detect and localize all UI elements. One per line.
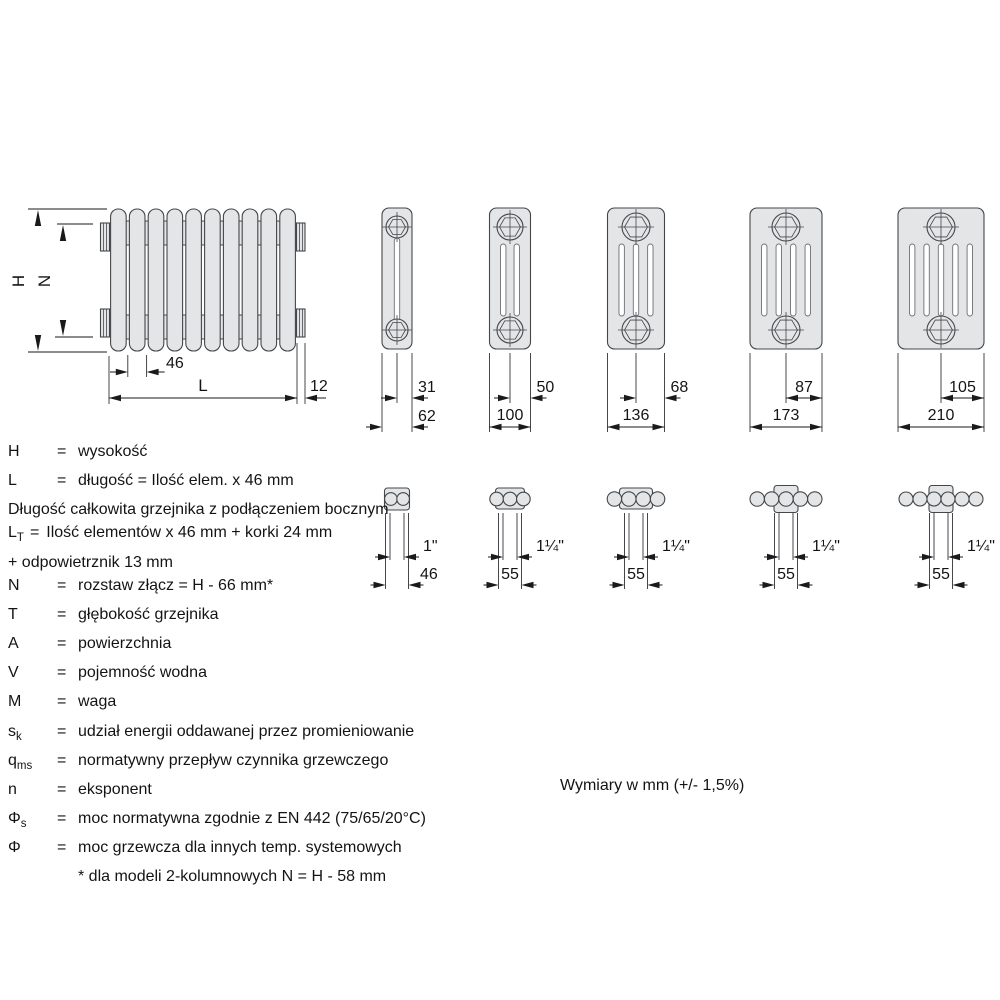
depth-full-dim: 62 <box>418 408 436 425</box>
connection-size-dim: 1¼" <box>812 538 840 555</box>
depth-full-dim: 100 <box>496 407 524 424</box>
legend-description: * dla modeli 2-kolumnowych N = H - 58 mm <box>78 868 387 886</box>
radiator-tube <box>167 209 183 351</box>
cross-section-4-column <box>608 208 689 432</box>
column-circle <box>636 492 650 506</box>
legend-description: Ilość elementów x 46 mm + korki 24 mm <box>46 524 333 542</box>
air-slot <box>791 244 796 316</box>
legend-symbol: L <box>8 472 17 490</box>
legend-equals: = <box>57 810 67 828</box>
connection-boss <box>297 223 306 251</box>
cross-section-views <box>366 208 984 432</box>
legend-symbol: M <box>8 693 22 711</box>
front-view-length-dimensions <box>109 343 328 404</box>
legend-row <box>8 521 548 550</box>
legend-equals: = <box>57 664 67 682</box>
cross-section-3-column <box>490 208 555 432</box>
length-dim: L <box>198 376 208 395</box>
air-slot <box>394 238 399 322</box>
connection-boss <box>101 223 110 251</box>
legend-equals: = <box>57 780 67 798</box>
legend-description: waga <box>78 693 117 711</box>
depth-full-dim: 173 <box>772 407 800 424</box>
legend-row <box>8 720 548 749</box>
legend-row <box>8 661 548 690</box>
legend-symbol: $\Phi_s$ <box>8 810 27 831</box>
column-circle <box>764 492 778 506</box>
air-slot <box>967 244 972 316</box>
legend-symbol: H <box>8 443 20 460</box>
legend-description: długość = Ilość elem. x 46 mm <box>78 472 294 490</box>
legend-description: Długość całkowita grzejnika z podłączeniem bocznym <box>8 501 389 519</box>
column-circle <box>607 492 621 506</box>
depth-half-dim: 68 <box>670 379 689 396</box>
legend-description: eksponent <box>78 780 152 798</box>
column-circle <box>622 492 636 506</box>
legend-row <box>8 498 548 521</box>
legend-symbol: V <box>8 664 19 682</box>
legend-description: normatywny przepływ czynnika grzewczego <box>78 751 389 769</box>
radiator-tube <box>242 209 258 351</box>
radiator-tube <box>111 209 127 351</box>
depth-half-dim: 31 <box>418 379 436 396</box>
air-slot <box>619 244 624 316</box>
front-view-radiator <box>101 209 306 351</box>
connection-boss <box>101 309 110 337</box>
depth-half-dim: 105 <box>949 379 976 396</box>
legend-equals: = <box>29 524 40 542</box>
air-slot <box>633 244 638 316</box>
legend-row <box>8 778 548 807</box>
depth-half-dim: 87 <box>795 379 813 396</box>
legend-equals: = <box>57 443 67 460</box>
legend-equals: = <box>57 722 67 740</box>
cross-section-2-column <box>366 208 436 432</box>
column-circle <box>808 492 822 506</box>
legend-symbol: $s_k$ <box>8 722 22 743</box>
column-circle <box>927 492 941 506</box>
cross-section-6-column <box>898 208 984 432</box>
legend-description: rozstaw złącz = H - 66 mm* <box>78 576 274 594</box>
radiator-tube <box>223 209 239 351</box>
spacing-dim-label: N <box>35 274 54 288</box>
legend-description: moc normatywna zgodnie z EN 442 (75/65/20°C) <box>78 810 426 828</box>
element-width-dim: 46 <box>420 566 438 583</box>
column-circle <box>941 492 955 506</box>
element-width-dim: 55 <box>777 566 795 583</box>
legend-row <box>8 836 548 865</box>
connection-size-dim: 1" <box>423 538 438 555</box>
air-slot <box>924 244 929 316</box>
legend-equals: = <box>57 605 67 623</box>
legend-symbol: $L_T$ <box>8 524 24 545</box>
top-view-4-column <box>607 488 690 589</box>
legend-row <box>8 603 548 632</box>
air-slot <box>514 244 519 316</box>
radiator-tube <box>148 209 164 351</box>
legend-description: wysokość <box>78 443 148 460</box>
dimension-tolerance-note: Wymiary w mm (+/- 1,5%) <box>560 777 745 794</box>
connection-size-dim: 1¼" <box>536 538 564 555</box>
legend-row <box>8 574 548 603</box>
air-slot <box>762 244 767 316</box>
air-slot <box>938 244 943 316</box>
radiator-tube <box>280 209 296 351</box>
cross-section-5-column <box>750 208 822 432</box>
radiator-tube <box>186 209 202 351</box>
column-circle <box>969 492 983 506</box>
legend-symbol: N <box>8 576 20 594</box>
column-circle <box>750 492 764 506</box>
column-circle <box>913 492 927 506</box>
legend <box>8 440 548 888</box>
legend-row <box>8 749 548 778</box>
legend-description: udział energii oddawanej przez promieniowanie <box>78 722 415 740</box>
column-circle <box>650 492 664 506</box>
legend-row <box>8 469 548 498</box>
column-circle <box>955 492 969 506</box>
element-width-dim: 55 <box>501 566 519 583</box>
legend-row <box>8 807 548 836</box>
extension-dim: 12 <box>310 378 328 395</box>
depth-full-dim: 136 <box>622 407 650 424</box>
connection-boss <box>297 309 306 337</box>
legend-description: pojemność wodna <box>78 664 207 682</box>
top-view-5-column <box>750 486 840 590</box>
top-view-6-column <box>899 486 995 590</box>
height-dim-label: H <box>9 274 28 288</box>
legend-equals: = <box>57 576 67 594</box>
legend-row <box>8 551 548 574</box>
front-view-height-dimensions <box>9 209 107 352</box>
legend-symbol: $q_{ms}$ <box>8 751 33 772</box>
legend-equals: = <box>57 751 67 769</box>
legend-symbol: Φ <box>8 839 21 857</box>
radiator-tube <box>261 209 277 351</box>
column-circle <box>793 492 807 506</box>
air-slot <box>910 244 915 316</box>
air-slot <box>805 244 810 316</box>
legend-equals: = <box>57 839 67 857</box>
legend-symbol: A <box>8 634 19 652</box>
legend-equals: = <box>57 693 67 711</box>
radiator-tube <box>205 209 221 351</box>
air-slot <box>953 244 958 316</box>
legend-equals: = <box>57 472 67 490</box>
air-slot <box>776 244 781 316</box>
column-circle <box>899 492 913 506</box>
element-width-dim: 55 <box>627 566 645 583</box>
radiator-tube <box>129 209 145 351</box>
legend-description: moc grzewcza dla innych temp. systemowych <box>78 839 402 857</box>
legend-symbol: n <box>8 780 17 798</box>
column-circle <box>779 492 793 506</box>
connection-size-dim: 1¼" <box>967 538 995 555</box>
depth-full-dim: 210 <box>927 407 955 424</box>
legend-symbol: T <box>8 605 18 623</box>
legend-description: powierzchnia <box>78 634 172 652</box>
legend-row <box>8 865 548 888</box>
legend-description: + odpowietrznik 13 mm <box>8 553 173 571</box>
legend-row <box>8 440 548 469</box>
legend-row <box>8 690 548 719</box>
legend-description: głębokość grzejnika <box>78 605 219 623</box>
air-slot <box>648 244 653 316</box>
element-width-dim: 55 <box>932 566 950 583</box>
air-slot <box>501 244 506 316</box>
element-width-dim: 46 <box>166 355 184 372</box>
legend-equals: = <box>57 634 67 652</box>
depth-half-dim: 50 <box>536 379 555 396</box>
connection-size-dim: 1¼" <box>662 538 690 555</box>
legend-row <box>8 632 548 661</box>
